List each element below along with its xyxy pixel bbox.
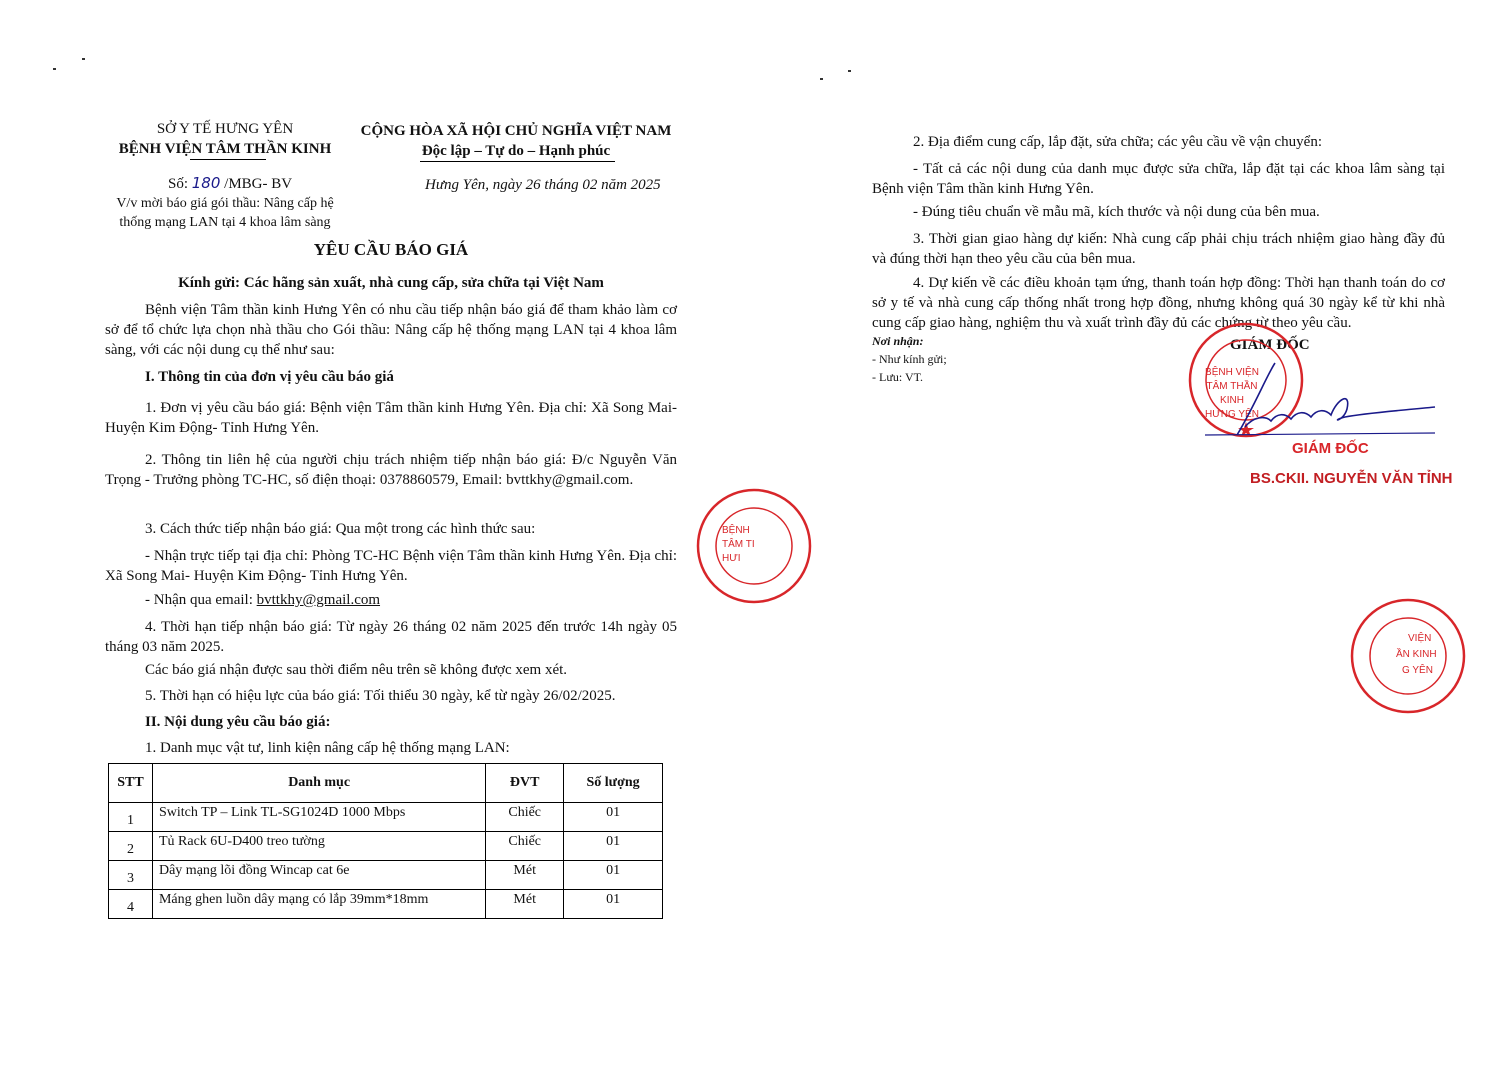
section-1-item-4: 4. Thời hạn tiếp nhận báo giá: Từ ngày 26 tháng 02 năm 2025 đến trước 14h ngày 05 tháng 03 năm 2025.: [105, 619, 677, 655]
document-number: Số: 180 /MBG- BV: [168, 174, 293, 192]
table-row: [109, 832, 663, 861]
page2-item-4: 4. Dự kiến về các điều khoản tạm ứng, thanh toán hợp đồng: Thời hạn thanh toán do cơ sở y tế và nhà cung cấp thống nhất trong hợp đồng, nhưng không quá 30 ngày kể từ khi nhà cung cấp giao hàng, nghiệm thu và xuất trình đầy đủ các chứng từ theo yêu cầu.: [872, 275, 1445, 331]
stamp-signer-title: GIÁM ĐỐC: [1292, 440, 1369, 457]
scan-speck: [820, 78, 823, 80]
subject-line-2: thống mạng LAN tại 4 khoa lâm sàng: [119, 215, 331, 230]
cell-item: Dây mạng lõi đồng Wincap cat 6e: [152, 861, 485, 890]
recipient-item: - Như kính gửi;: [872, 352, 947, 366]
header-republic: CỘNG HÒA XÃ HỘI CHỦ NGHĨA VIỆT NAM: [360, 123, 672, 139]
recipient-line: Kính gửi: Các hãng sản xuất, nhà cung cấp, sửa chữa tại Việt Nam: [178, 275, 604, 291]
col-header-qty: Số lượng: [564, 764, 663, 803]
cell-qty: 01: [564, 832, 663, 861]
section-1-item-3a: - Nhận trực tiếp tại địa chỉ: Phòng TC-HC Bệnh viện Tâm thần kinh Hưng Yên. Địa chỉ: Xã Song Mai- Huyện Kim Động- Tỉnh Hưng Yên.: [105, 548, 677, 584]
section-1-heading: I. Thông tin của đơn vị yêu cầu báo giá: [145, 369, 394, 385]
edge-stamp-right: [1392, 596, 1472, 716]
section-2-heading: II. Nội dung yêu cầu báo giá:: [145, 714, 331, 730]
section-2-item-1: 1. Danh mục vật tư, linh kiện nâng cấp hệ thống mạng LAN:: [145, 740, 510, 756]
scan-speck: [82, 58, 85, 60]
cell-stt: 2: [109, 832, 153, 861]
page2-item-2: 2. Địa điểm cung cấp, lắp đặt, sửa chữa; các yêu cầu về vận chuyển:: [913, 134, 1323, 150]
col-header-unit: ĐVT: [486, 764, 564, 803]
cell-unit: Mét: [486, 890, 564, 919]
scan-speck: [53, 68, 56, 70]
handwritten-number: 180: [191, 174, 221, 192]
signer-name: BS.CKII. NGUYỄN VĂN TỈNH: [1250, 470, 1453, 487]
cell-unit: Mét: [486, 861, 564, 890]
section-1-item-4b: Các báo giá nhận được sau thời điểm nêu trên sẽ không được xem xét.: [145, 662, 568, 678]
cell-qty: 01: [564, 861, 663, 890]
section-1-item-2: 2. Thông tin liên hệ của người chịu trách nhiệm tiếp nhận báo giá: Đ/c Nguyễn Văn Trọng - Trưởng phòng TC-HC, số điện thoại: 0378860579, Email: bvttkhy@gmail.com.: [105, 452, 677, 488]
edge-stamp-right-text: VIỆN ẦN KINH G YÊN: [1396, 633, 1437, 676]
cell-item: Switch TP – Link TL-SG1024D 1000 Mbps: [152, 803, 485, 832]
edge-stamp-left-text: BỆNH TÂM TI HƯI: [722, 525, 755, 564]
table-row: [109, 861, 663, 890]
page2-item-3: 3. Thời gian giao hàng dự kiến: Nhà cung cấp phải chịu trách nhiệm giao hàng đầy đủ và đúng thời hạn theo yêu cầu của bên mua.: [872, 231, 1445, 267]
recipient-item: - Lưu: VT.: [872, 370, 924, 384]
section-1-item-3: 3. Cách thức tiếp nhận báo giá: Qua một trong các hình thức sau:: [145, 521, 536, 537]
col-header-item: Danh mục: [152, 764, 485, 803]
col-header-stt: STT: [109, 764, 153, 803]
signer-title: GIÁM ĐỐC: [1230, 337, 1310, 353]
cell-item: Tủ Rack 6U-D400 treo tường: [152, 832, 485, 861]
document-title: YÊU CẦU BÁO GIÁ: [313, 240, 469, 259]
page2-item-2a: - Tất cả các nội dung của danh mục được sửa chữa, lắp đặt tại các khoa lâm sàng tại Bệnh viện Tâm thần kinh Hưng Yên.: [872, 161, 1445, 197]
motto-underline: [420, 161, 615, 162]
items-table: [108, 763, 663, 919]
cell-item: Máng ghen luồn dây mạng có lắp 39mm*18mm: [152, 890, 485, 919]
cell-stt: 1: [109, 803, 153, 832]
section-1-item-1: 1. Đơn vị yêu cầu báo giá: Bệnh viện Tâm thần kinh Hưng Yên. Địa chỉ: Xã Song Mai- Huyện Kim Động- Tỉnh Hưng Yên.: [105, 400, 677, 436]
cell-stt: 4: [109, 890, 153, 919]
recipients-title: Nơi nhận:: [872, 334, 924, 348]
cell-qty: 01: [564, 803, 663, 832]
header-motto: Độc lập – Tự do – Hạnh phúc: [421, 143, 611, 159]
cell-unit: Chiếc: [486, 803, 564, 832]
table-header-row: [109, 764, 663, 803]
official-stamp-text: BỆNH VIỆN TÂM THẦN KINH HƯNG YÊN: [1205, 367, 1259, 420]
scan-speck: [848, 70, 851, 72]
cell-unit: Chiếc: [486, 832, 564, 861]
page2-item-2b: - Đúng tiêu chuẩn về mẫu mã, kích thước và nội dung của bên mua.: [913, 204, 1320, 220]
section-1-item-5: 5. Thời hạn có hiệu lực của báo giá: Tối thiểu 30 ngày, kể từ ngày 26/02/2025.: [145, 688, 616, 704]
email-link[interactable]: bvttkhy@gmail.com: [256, 592, 381, 608]
table-row: [109, 890, 663, 919]
signature-icon: [1195, 355, 1445, 445]
cell-qty: 01: [564, 890, 663, 919]
section-1-item-3b: - Nhận qua email: bvttkhy@gmail.com: [145, 592, 381, 608]
header-underline: [190, 159, 266, 160]
header-hospital: BỆNH VIỆN TÂM THẦN KINH: [118, 141, 332, 157]
intro-paragraph: Bệnh viện Tâm thần kinh Hưng Yên có nhu cầu tiếp nhận báo giá để tham khảo làm cơ sở để tổ chức lựa chọn nhà thầu cho Gói thầu: Nâng cấp hệ thống mạng LAN tại 4 khoa lâm sàng, với các nội dung cụ thể như sau:: [105, 302, 677, 358]
header-dept: SỞ Y TẾ HƯNG YÊN: [156, 121, 294, 137]
place-date: Hưng Yên, ngày 26 tháng 02 năm 2025: [425, 177, 661, 193]
subject-line-1: V/v mời báo giá gói thầu: Nâng cấp hệ: [116, 196, 334, 211]
table-row: [109, 803, 663, 832]
edge-stamp-left: [694, 486, 755, 606]
cell-stt: 3: [109, 861, 153, 890]
